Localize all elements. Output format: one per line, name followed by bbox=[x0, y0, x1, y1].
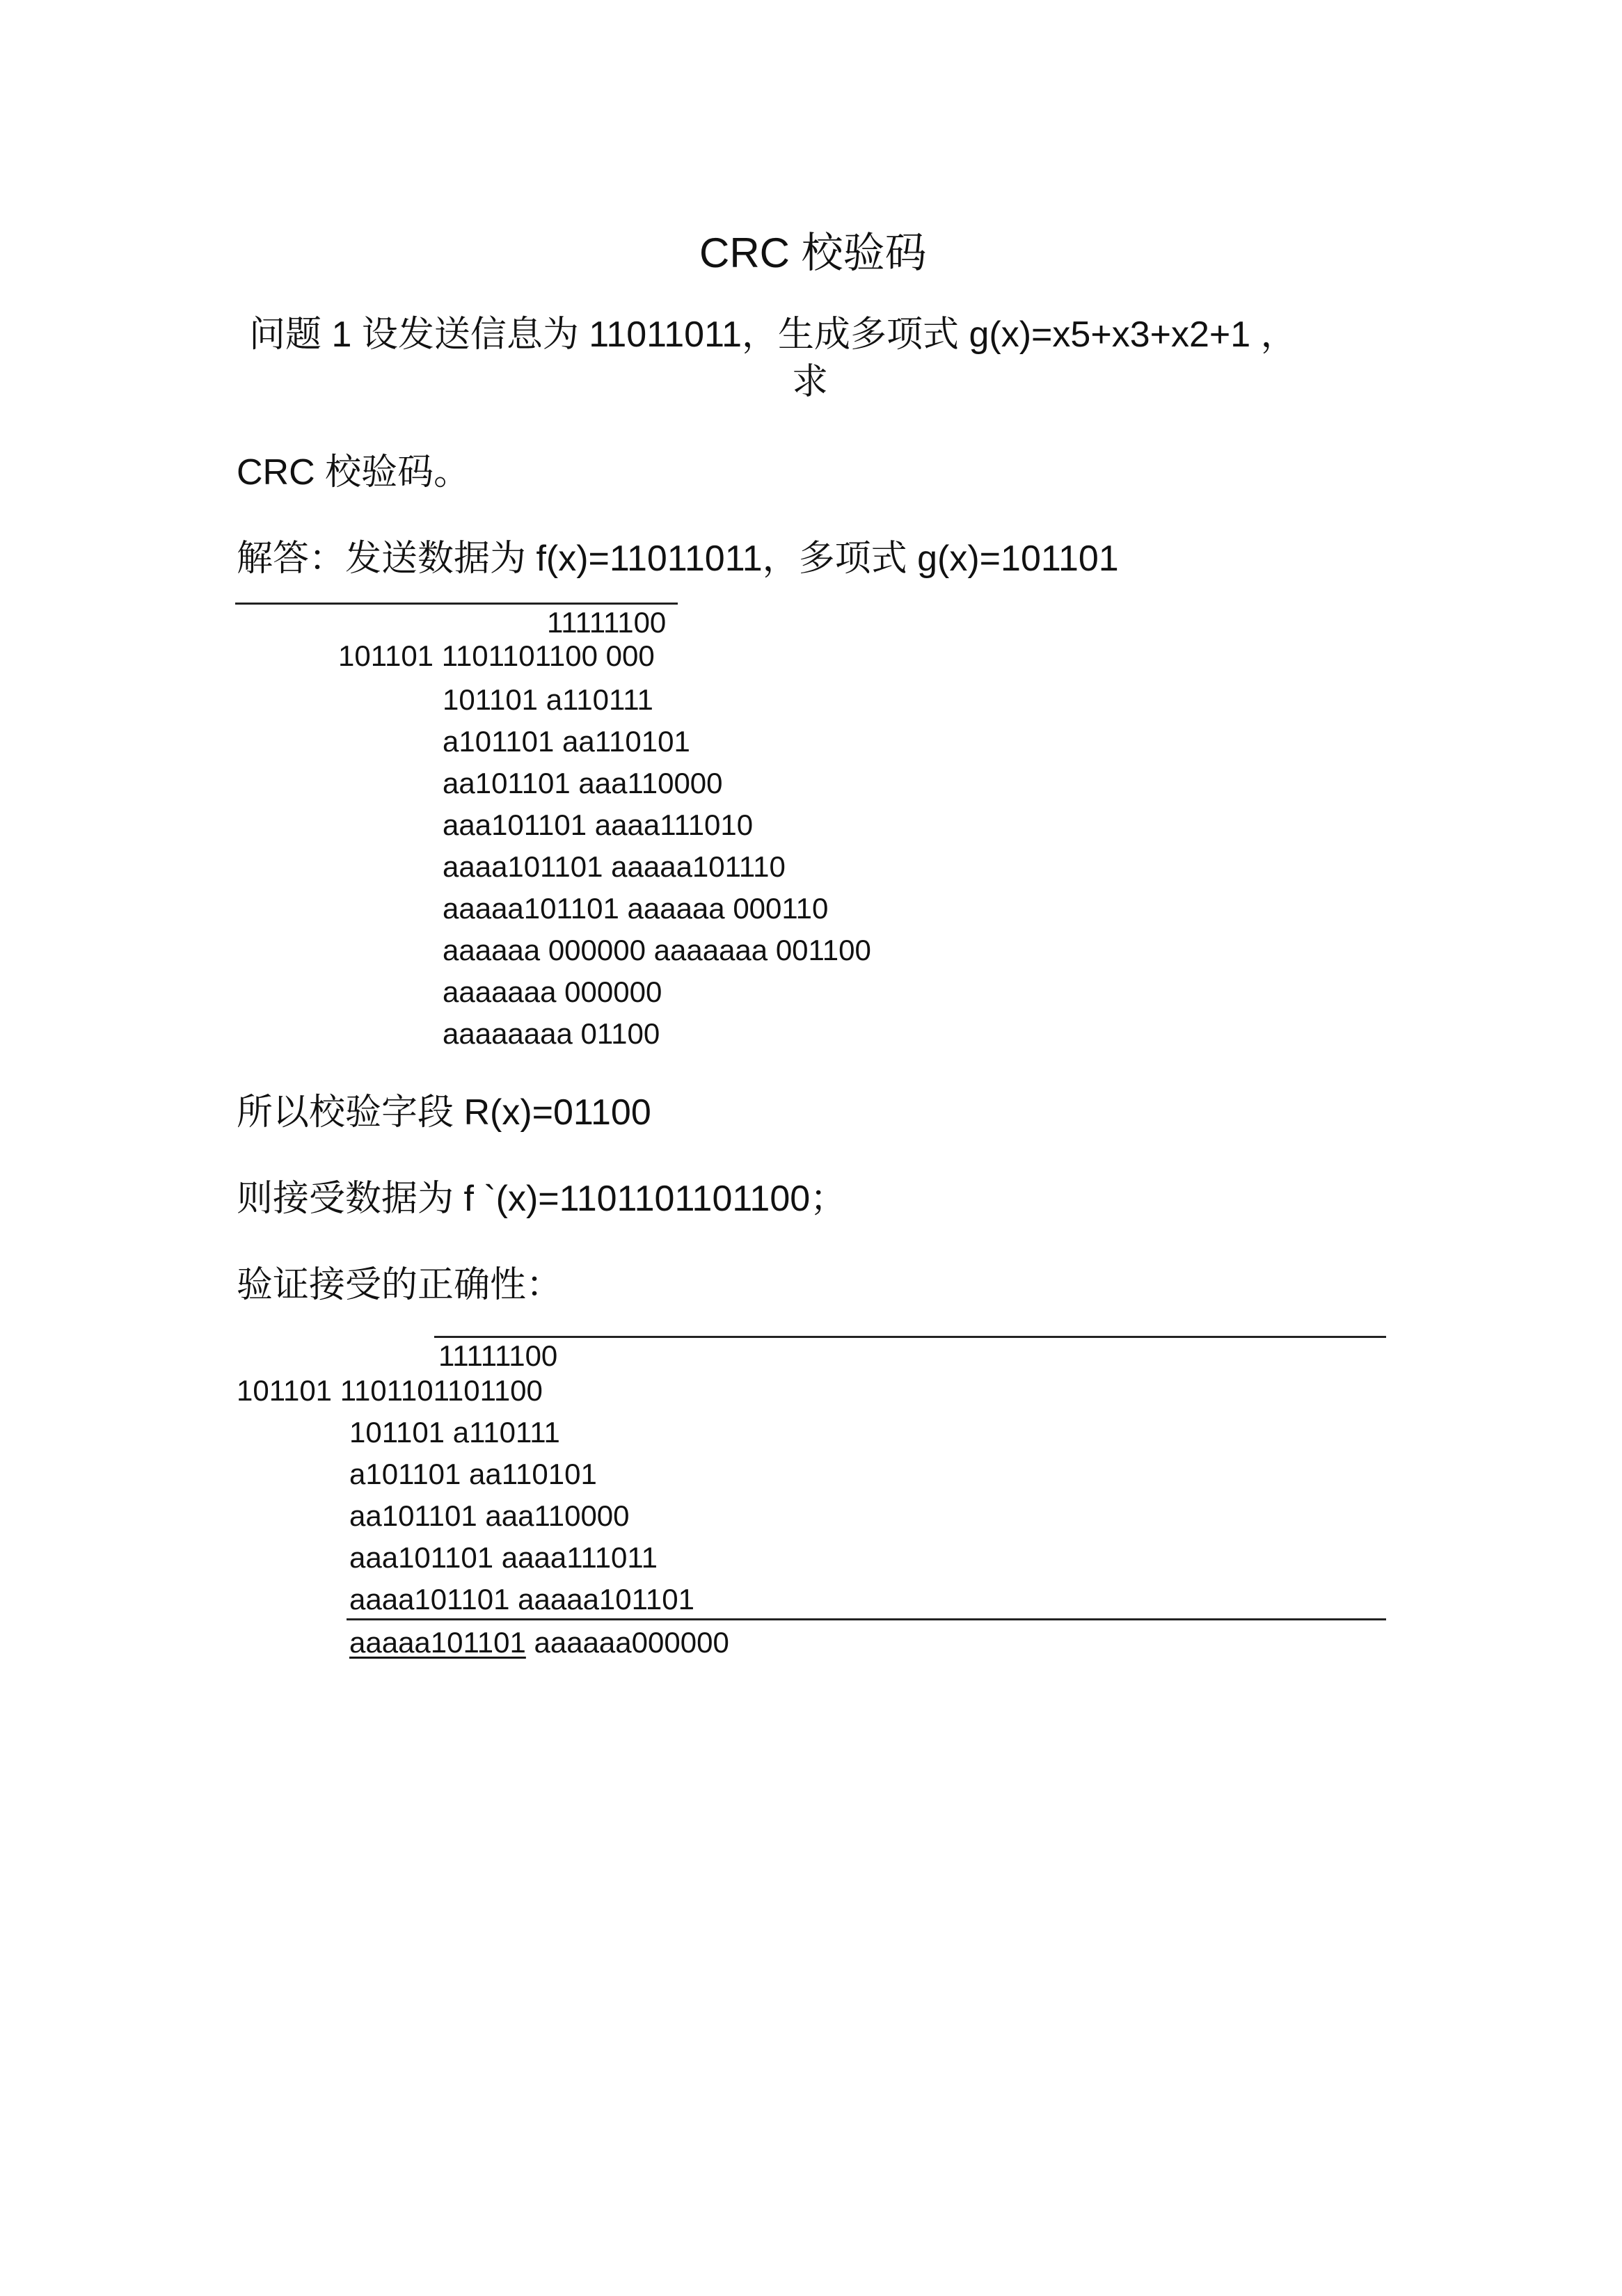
verify-heading: 验证接受的正确性： bbox=[237, 1265, 563, 1305]
problem-line-2: 求 bbox=[792, 362, 829, 402]
division1-step: aaaaa101101 aaaaaa 000110 bbox=[443, 892, 829, 925]
division2-final-rest: aaaaaa000000 bbox=[525, 1626, 729, 1659]
problem-line-3: CRC 校验码。 bbox=[237, 452, 470, 493]
division2-final-step bbox=[349, 1628, 729, 1657]
division1-step: aaa101101 aaaa111010 bbox=[443, 808, 754, 841]
division1-step: aaaa101101 aaaaa101110 bbox=[443, 850, 786, 883]
division1-divisor-dividend: 101101 1101101100 000 bbox=[338, 639, 655, 672]
division2-step: 101101 a110111 bbox=[349, 1416, 560, 1449]
division1-step: a101101 aa110101 bbox=[443, 725, 690, 758]
check-field-result: 所以校验字段 R(x)=01100 bbox=[237, 1092, 651, 1133]
division2-quotient: 11111100 bbox=[438, 1339, 558, 1372]
division1-line bbox=[235, 603, 678, 605]
page-title: CRC 校验码 bbox=[699, 230, 927, 276]
division1-step: aaaaaa 000000 aaaaaaa 001100 bbox=[443, 934, 871, 966]
division1-step: aaaaaaa 000000 bbox=[443, 975, 662, 1008]
division2-step: a101101 aa110101 bbox=[349, 1458, 597, 1490]
received-data: 则接受数据为 f `(x)=1101101101100； bbox=[237, 1179, 847, 1219]
division1-step: 101101 a110111 bbox=[443, 683, 653, 716]
problem-line-1: 问题 1 设发送信息为 11011011，生成多项式 g(x)=x5+x3+x2+1 ， bbox=[249, 314, 1297, 355]
division1-step: aa101101 aaa110000 bbox=[443, 767, 723, 799]
division1-quotient: 11111100 bbox=[547, 606, 667, 639]
division2-bottom-line bbox=[347, 1618, 1386, 1620]
division2-divisor-dividend: 101101 1101101101100 bbox=[237, 1374, 543, 1407]
answer-intro: 解答：发送数据为 f(x)=11011011，多项式 g(x)=101101 bbox=[237, 539, 1119, 579]
division2-step: aa101101 aaa110000 bbox=[349, 1499, 630, 1532]
division2-final-underlined: aaaaa101101 bbox=[349, 1626, 526, 1659]
division2-step: aaaa101101 aaaaa101101 bbox=[349, 1583, 694, 1616]
division1-step: aaaaaaaa 01100 bbox=[443, 1017, 660, 1050]
division2-step: aaa101101 aaaa111011 bbox=[349, 1541, 658, 1574]
division2-line bbox=[434, 1336, 1386, 1338]
